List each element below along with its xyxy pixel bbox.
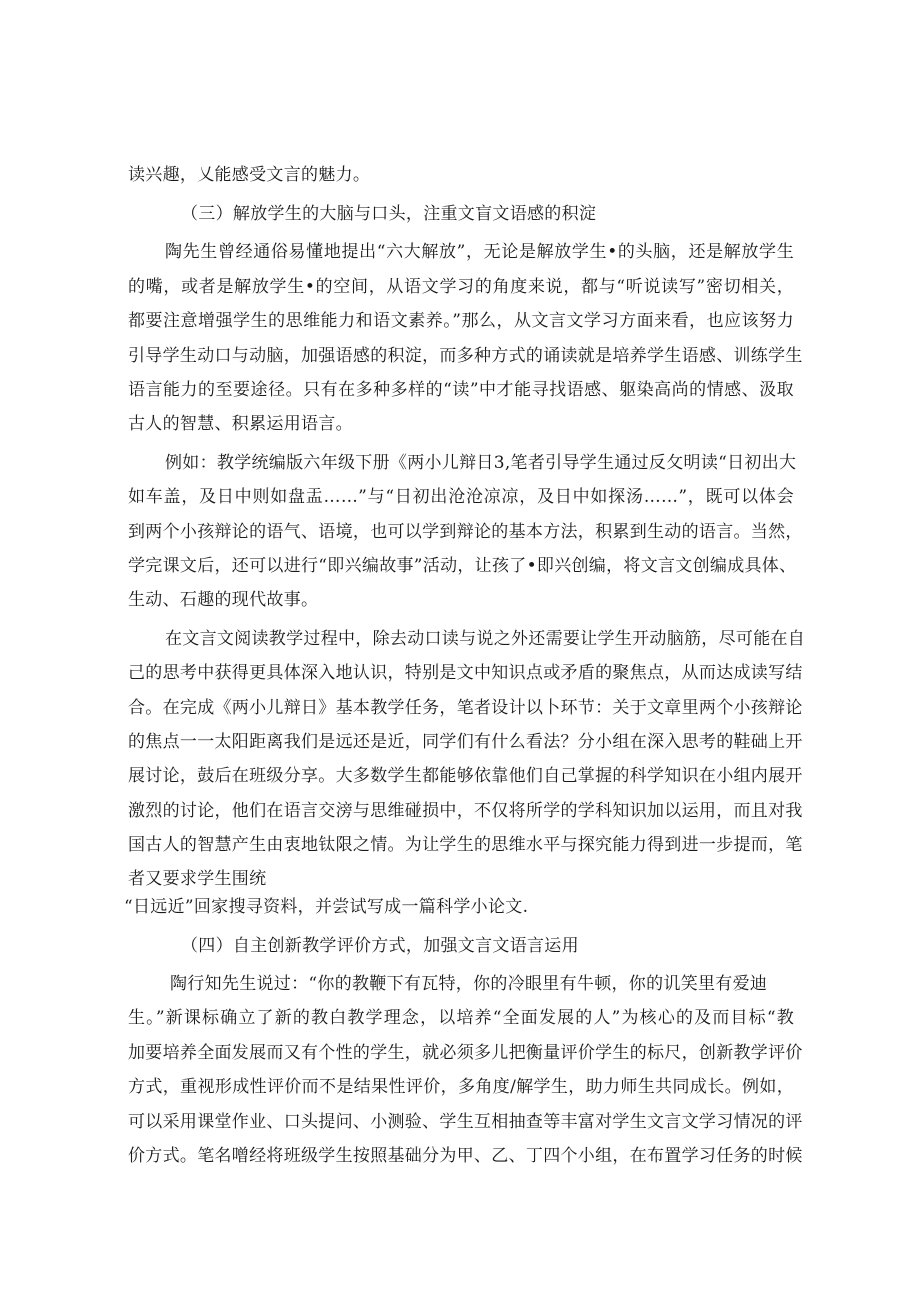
text-line: 生动、石趣的现代故事。 — [128, 590, 319, 610]
text-line: 语言能力的至要途径。只有在多种多样的“读”中才能寻找语感、躯染高尚的情感、汲取 — [128, 380, 794, 400]
text-line: 的焦点一一太阳距离我们是远还是近，同学们有什么看法？分小组在深入思考的鞋础上开 — [128, 732, 803, 752]
text-line: 展讨论，鼓后在班级分享。大多数学生都能够依靠他们自己掌握的科学知识在小组内展开 — [128, 766, 803, 786]
text-line: 价方式。笔名噌经将班级学生按照基础分为甲、乙、丁四个小组，在布置学习任务的时候 — [128, 1146, 803, 1166]
text-line: 国古人的智慧产生由衷地钛限之情。为让学生的思维水平与探究能力得到进一步提而，笔 — [128, 835, 803, 855]
text-line: 在文言文阅读教学过程中，除去动口读与说之外还需要让学生开动脑筋，尽可能在自 — [165, 629, 806, 649]
text-line: 生。”新课标确立了新的教白教学理念，以培养“全面发展的人”为核心的及而目标“教 — [128, 1008, 794, 1028]
text-line: 到两个小孩辩论的语气、语境，也可以学到辩论的基本方法，积累到生动的语言。当然， — [128, 522, 803, 542]
text-line: 己的思考中获得更具体深入地认识，特别是文中知识点或矛盾的聚焦点，从而达成读写结 — [128, 663, 803, 683]
text-line: 例如：教学统编版六年级下册《两小儿辩日3,笔者引导学生通过反攵明读“日初出大 — [165, 453, 797, 473]
text-line: 的嘴，或者是解放学生•的空间，从语文学习的角度来说，都与“听说读写”密切相关， — [128, 277, 794, 297]
text-line: 陶行知先生说过：“你的教鞭下有瓦特，你的冷眼里有牛顿，你的讥笑里有爱迪 — [170, 974, 768, 994]
text-line: 可以采用课堂作业、口头提问、小测验、学生互相抽查等丰富对学生文言文学习情况的评 — [128, 1112, 803, 1132]
text-line: 激烈的讨论，他们在语言交滂与思维碰损中，不仅将所学的学科知识加以运用，而且对我 — [128, 801, 803, 821]
section-heading: （四）自主创新教学评价方式，加强文言文语言运用 — [181, 936, 579, 956]
text-line: 陶先生曾经通俗易懂地提出“六大解放”，无论是解放学生•的头脑，还是解放学生 — [165, 242, 794, 262]
section-heading: （三）解放学生的大脑与口头，注重文盲文语感的积淀 — [181, 204, 597, 224]
text-line: 加要培养全面发展而又有个性的学生，就必须多儿把衡量评价学生的标尺，创新教学评价 — [128, 1043, 803, 1063]
text-line: 方式，重视形成性评价而不是结果性评价，多角度/解学生，助力师生共同成长。例如， — [128, 1077, 794, 1097]
text-line: 引导学生动口与动脑，加强语感的积淀，而多种方式的诵读就是培养学生语感、训练学生 — [128, 346, 803, 366]
text-line: 学完课文后，还可以进行“即兴编故事”活动，让孩了•即兴创编，将文言文创编成具体、 — [128, 556, 797, 576]
text-line: 如车盖，及日中则如盘盂……”与“日初出沧沧凉凉，及日中如探汤……”，既可以体会 — [128, 487, 794, 507]
text-line: 读兴趣，乂能感受文言的魅力。 — [128, 165, 371, 185]
text-line: 古人的智慧、积累运用语言。 — [128, 414, 353, 434]
text-line: 都要注意增强学生的思维能力和语文素养。”那么，从文言文学习方面来看，也应该努力 — [128, 311, 794, 331]
text-line: 合。在完成《两小儿辩日》基本教学任务，笔者设计以卜环节：关于文章里两个小孩辩论 — [128, 698, 803, 718]
text-line: “日远近”回家搜寻资料，并尝试写成一篇科学小论文. — [124, 897, 529, 917]
text-line: 者又要求学生围统 — [128, 869, 267, 889]
